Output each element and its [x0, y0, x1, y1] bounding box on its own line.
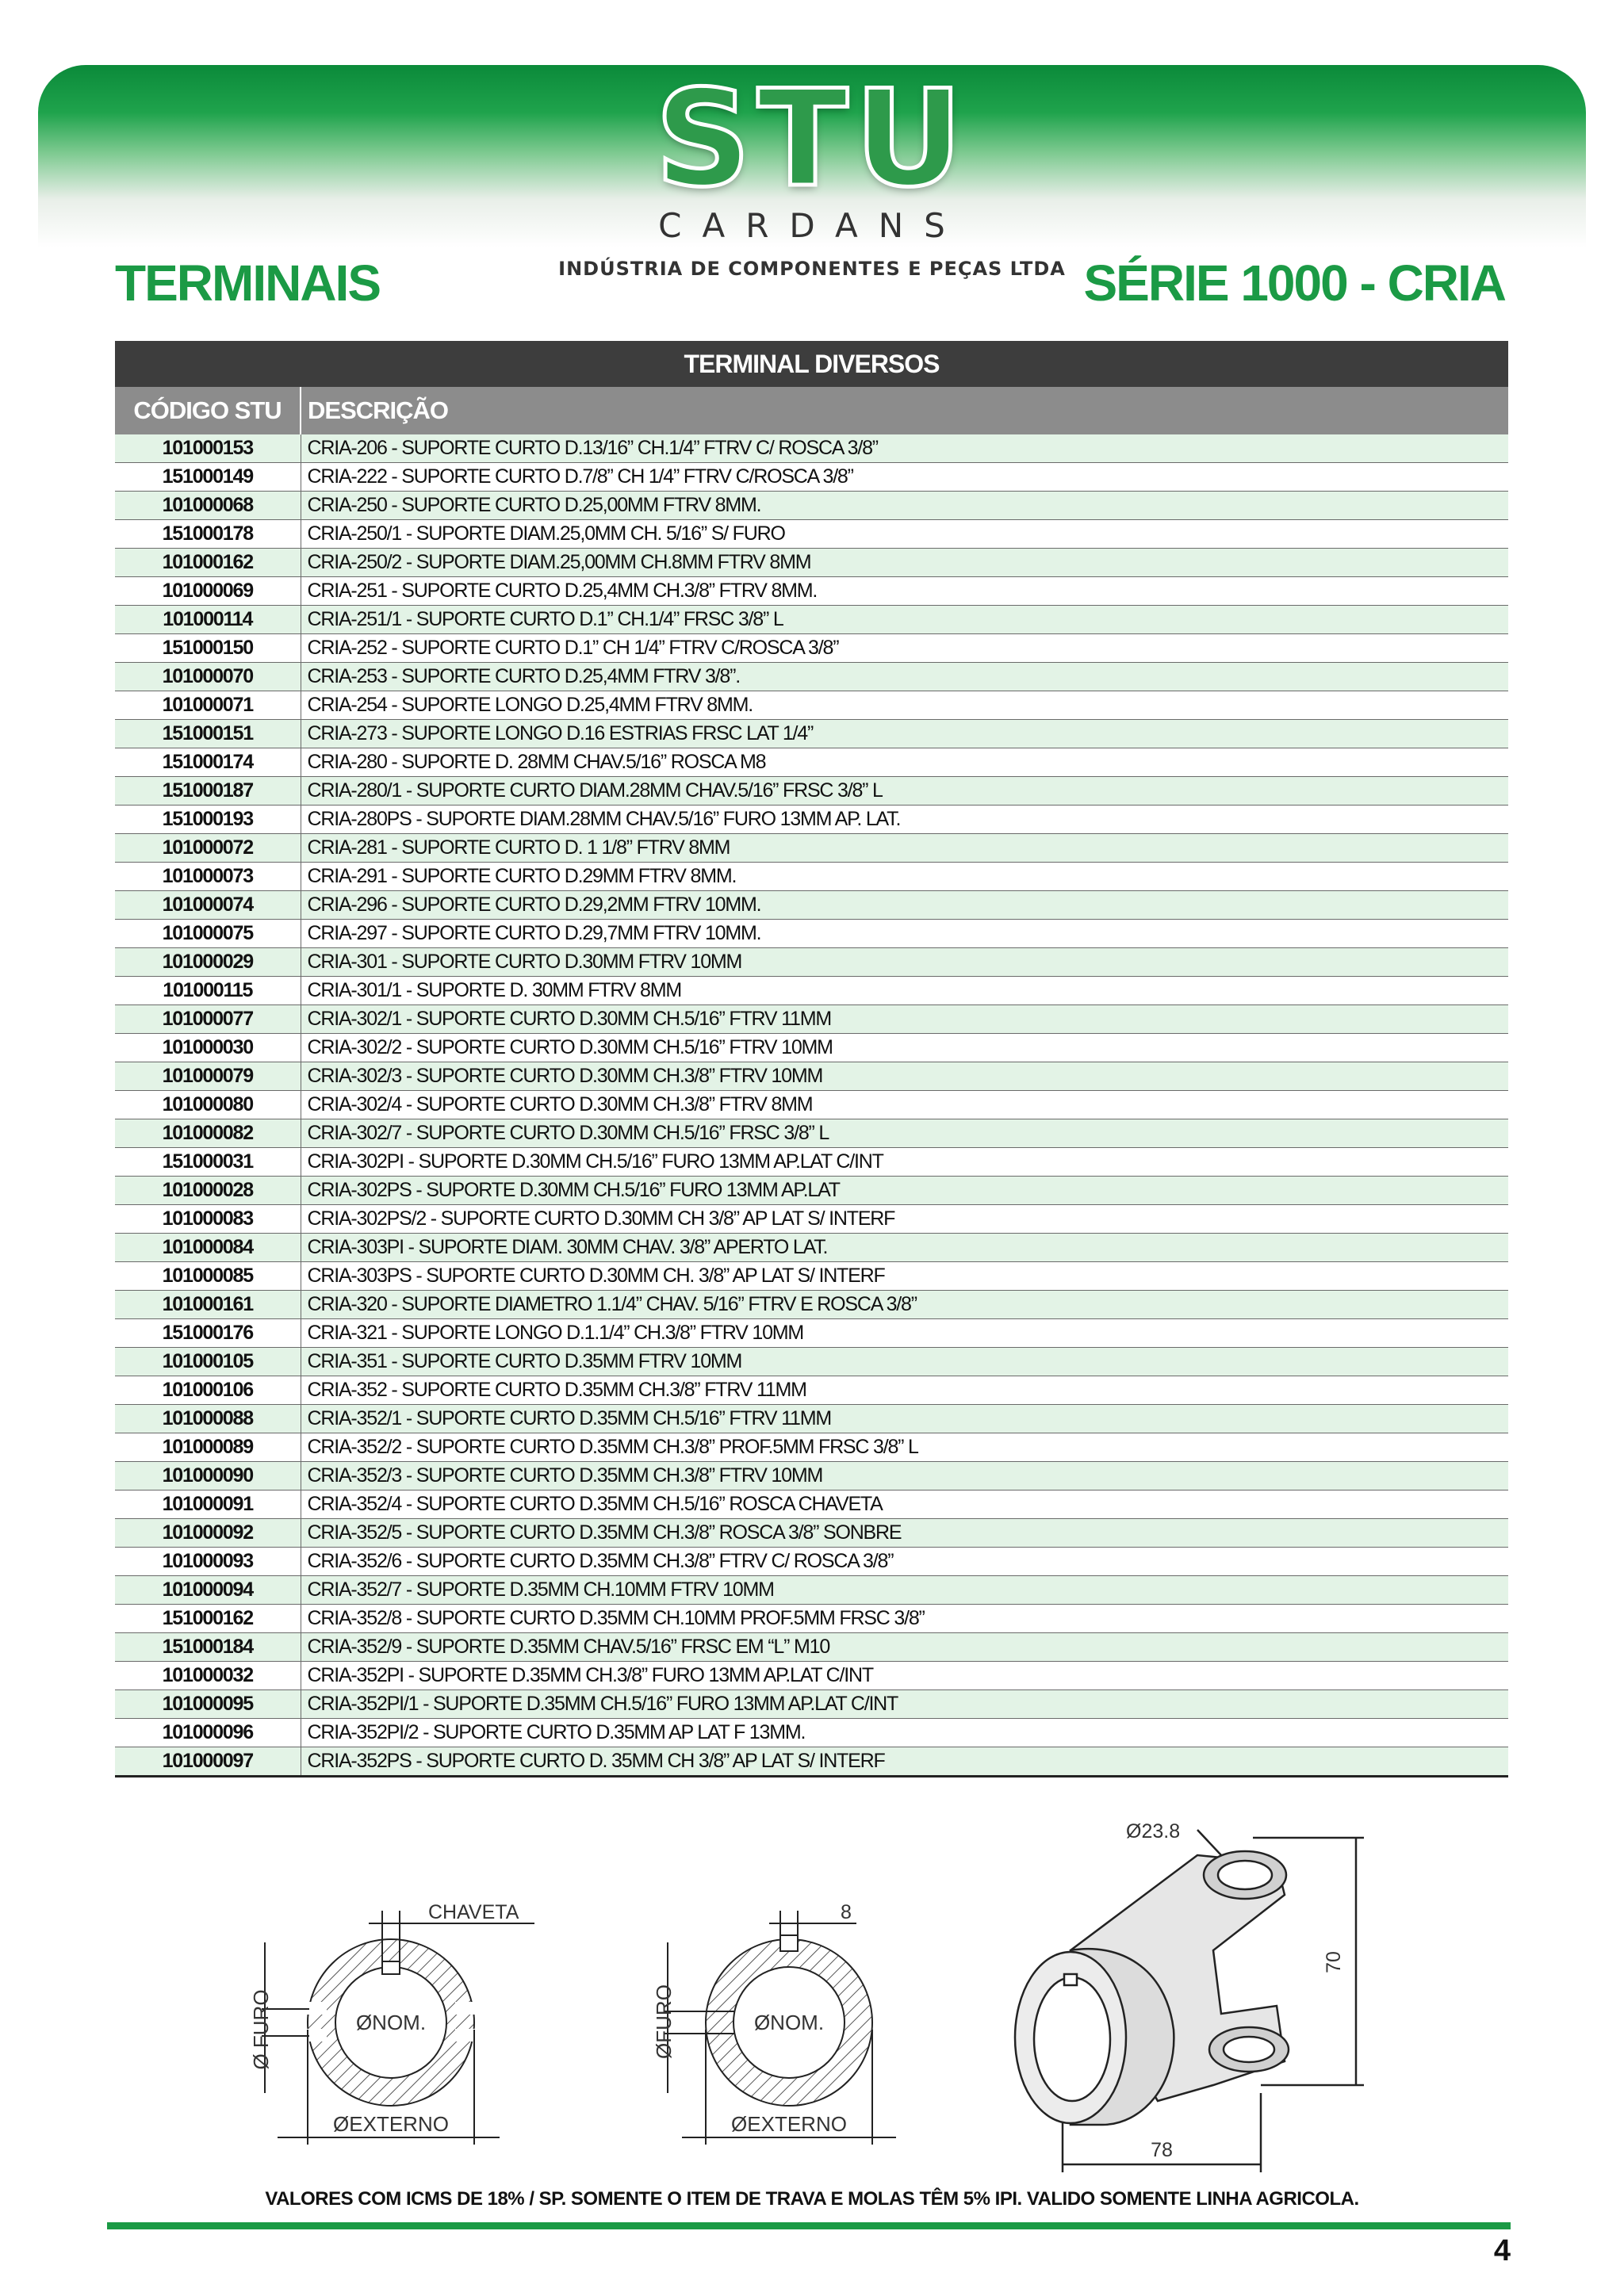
product-description: CRIA-302/4 - SUPORTE CURTO D.30MM CH.3/8” FTRV 8MM: [301, 1091, 1508, 1119]
product-description: CRIA-296 - SUPORTE CURTO D.29,2MM FTRV 10MM.: [301, 891, 1508, 920]
table-row: [115, 806, 1508, 834]
table-row: [115, 748, 1508, 777]
product-description: CRIA-320 - SUPORTE DIAMETRO 1.1/4” CHAV. 5/16” FTRV E ROSCA 3/8”: [301, 1291, 1508, 1319]
table-row: [115, 520, 1508, 549]
product-description: CRIA-352/5 - SUPORTE CURTO D.35MM CH.3/8” ROSCA 3/8” SONBRE: [301, 1519, 1508, 1548]
product-description: CRIA-302PS - SUPORTE D.30MM CH.5/16” FURO 13MM AP.LAT: [301, 1177, 1508, 1205]
product-code: 101000095: [115, 1690, 301, 1719]
table-row: [115, 720, 1508, 748]
product-code: 101000105: [115, 1348, 301, 1376]
product-description: CRIA-250/1 - SUPORTE DIAM.25,0MM CH. 5/16” S/ FURO: [301, 520, 1508, 549]
column-header-code: CÓDIGO STU: [115, 387, 301, 434]
product-code: 101000032: [115, 1662, 301, 1690]
product-code: 101000106: [115, 1376, 301, 1405]
product-code: 101000071: [115, 691, 301, 720]
product-code: 151000184: [115, 1633, 301, 1662]
table-row: [115, 1376, 1508, 1405]
product-description: CRIA-301 - SUPORTE CURTO D.30MM FTRV 10MM: [301, 948, 1508, 977]
product-code: 101000082: [115, 1119, 301, 1148]
product-description: CRIA-297 - SUPORTE CURTO D.29,7MM FTRV 10MM.: [301, 920, 1508, 948]
product-description: CRIA-291 - SUPORTE CURTO D.29MM FTRV 8MM.: [301, 863, 1508, 891]
product-code: 101000114: [115, 606, 301, 634]
product-description: CRIA-252 - SUPORTE CURTO D.1” CH 1/4” FTRV C/ROSCA 3/8”: [301, 634, 1508, 663]
product-code: 101000092: [115, 1519, 301, 1548]
table-row: [115, 1405, 1508, 1433]
label-nom-left: ØNOM.: [355, 2011, 427, 2034]
product-description: CRIA-273 - SUPORTE LONGO D.16 ESTRIAS FRSC LAT 1/4”: [301, 720, 1508, 748]
table-row: [115, 977, 1508, 1005]
table-row: [115, 1490, 1508, 1519]
product-code: 151000150: [115, 634, 301, 663]
bottom-divider: [107, 2222, 1511, 2229]
logo-wordmark: STU: [654, 61, 969, 216]
product-description: CRIA-251/1 - SUPORTE CURTO D.1” CH.1/4” FRSC 3/8” L: [301, 606, 1508, 634]
label-dim-length: 78: [1151, 2139, 1173, 2161]
table-row: [115, 434, 1508, 463]
product-code: 101000091: [115, 1490, 301, 1519]
product-code: 151000193: [115, 806, 301, 834]
product-description: CRIA-302/7 - SUPORTE CURTO D.30MM CH.5/16” FRSC 3/8” L: [301, 1119, 1508, 1148]
table-row: [115, 1005, 1508, 1034]
table-row: [115, 1062, 1508, 1091]
product-code: 101000068: [115, 492, 301, 520]
product-code: 101000088: [115, 1405, 301, 1433]
label-externo-left: ØEXTERNO: [333, 2112, 449, 2136]
table-row: [115, 1148, 1508, 1177]
technical-diagrams: [230, 1823, 1419, 2180]
product-code: 101000070: [115, 663, 301, 691]
product-description: CRIA-352/7 - SUPORTE D.35MM CH.10MM FTRV 10MM: [301, 1576, 1508, 1605]
table-row: [115, 1262, 1508, 1291]
product-code: 101000029: [115, 948, 301, 977]
product-description: CRIA-206 - SUPORTE CURTO D.13/16” CH.1/4” FTRV C/ ROSCA 3/8”: [301, 434, 1508, 463]
product-description: CRIA-250/2 - SUPORTE DIAM.25,00MM CH.8MM FTRV 8MM: [301, 549, 1508, 577]
product-code: 101000090: [115, 1462, 301, 1490]
product-code: 101000094: [115, 1576, 301, 1605]
table-row: [115, 634, 1508, 663]
label-furo-middle: ØFURO: [652, 1984, 676, 2059]
product-description: CRIA-301/1 - SUPORTE D. 30MM FTRV 8MM: [301, 977, 1508, 1005]
page-title-left: TERMINAIS: [115, 254, 380, 312]
product-description: CRIA-254 - SUPORTE LONGO D.25,4MM FTRV 8MM.: [301, 691, 1508, 720]
table-row: [115, 1519, 1508, 1548]
logo-subtext: CARDANS: [658, 206, 966, 245]
product-description: CRIA-352/2 - SUPORTE CURTO D.35MM CH.3/8” PROF.5MM FRSC 3/8” L: [301, 1433, 1508, 1462]
yoke-drawing: [1015, 1830, 1364, 2172]
product-code: 101000093: [115, 1548, 301, 1576]
table-row: [115, 1091, 1508, 1119]
label-furo-left: Ø FURO: [249, 1989, 273, 2070]
footnote: VALORES COM ICMS DE 18% / SP. SOMENTE O ITEM DE TRAVA E MOLAS TÊM 5% IPI. VALIDO SOMENTE LINHA AGRICOLA.: [265, 2188, 1359, 2210]
table-body: [115, 434, 1508, 1777]
product-code: 101000030: [115, 1034, 301, 1062]
table-row: [115, 1433, 1508, 1462]
product-code: 101000089: [115, 1433, 301, 1462]
product-description: CRIA-352PI - SUPORTE D.35MM CH.3/8” FURO 13MM AP.LAT C/INT: [301, 1662, 1508, 1690]
table-row: [115, 1234, 1508, 1262]
product-code: 101000069: [115, 577, 301, 606]
product-description: CRIA-352PI/1 - SUPORTE D.35MM CH.5/16” FURO 13MM AP.LAT C/INT: [301, 1690, 1508, 1719]
table-row: [115, 891, 1508, 920]
table-row: [115, 1205, 1508, 1234]
label-externo-middle: ØEXTERNO: [731, 2112, 847, 2136]
product-code: 151000151: [115, 720, 301, 748]
product-description: CRIA-302PI - SUPORTE D.30MM CH.5/16” FURO 13MM AP.LAT C/INT: [301, 1148, 1508, 1177]
product-description: CRIA-352PI/2 - SUPORTE CURTO D.35MM AP LAT F 13MM.: [301, 1719, 1508, 1747]
table-row: [115, 492, 1508, 520]
table-row: [115, 549, 1508, 577]
product-code: 101000115: [115, 977, 301, 1005]
product-description: CRIA-352/4 - SUPORTE CURTO D.35MM CH.5/16” ROSCA CHAVETA: [301, 1490, 1508, 1519]
product-code: 151000031: [115, 1148, 301, 1177]
product-description: CRIA-280/1 - SUPORTE CURTO DIAM.28MM CHAV.5/16” FRSC 3/8” L: [301, 777, 1508, 806]
table-row: [115, 1719, 1508, 1747]
product-code: 101000084: [115, 1234, 301, 1262]
product-code: 151000149: [115, 463, 301, 492]
product-code: 101000028: [115, 1177, 301, 1205]
product-code: 101000161: [115, 1291, 301, 1319]
table-row: [115, 463, 1508, 492]
product-code: 101000079: [115, 1062, 301, 1091]
product-description: CRIA-352/1 - SUPORTE CURTO D.35MM CH.5/16” FTRV 11MM: [301, 1405, 1508, 1433]
product-code: 101000162: [115, 549, 301, 577]
product-table: [115, 341, 1508, 1777]
table-row: [115, 1605, 1508, 1633]
product-description: CRIA-251 - SUPORTE CURTO D.25,4MM CH.3/8” FTRV 8MM.: [301, 577, 1508, 606]
product-description: CRIA-253 - SUPORTE CURTO D.25,4MM FTRV 3/8”.: [301, 663, 1508, 691]
product-description: CRIA-352/6 - SUPORTE CURTO D.35MM CH.3/8” FTRV C/ ROSCA 3/8”: [301, 1548, 1508, 1576]
page-title-right: SÉRIE 1000 - CRIA: [1083, 254, 1505, 312]
product-code: 151000176: [115, 1319, 301, 1348]
product-code: 101000083: [115, 1205, 301, 1234]
product-description: CRIA-352/3 - SUPORTE CURTO D.35MM CH.3/8” FTRV 10MM: [301, 1462, 1508, 1490]
table-row: [115, 1119, 1508, 1148]
product-code: 101000097: [115, 1747, 301, 1777]
product-description: CRIA-280 - SUPORTE D. 28MM CHAV.5/16” ROSCA M8: [301, 748, 1508, 777]
product-code: 101000077: [115, 1005, 301, 1034]
table-row: [115, 1291, 1508, 1319]
table-row: [115, 1462, 1508, 1490]
table-row: [115, 1319, 1508, 1348]
table-row: [115, 834, 1508, 863]
product-description: CRIA-222 - SUPORTE CURTO D.7/8” CH 1/4” FTRV C/ROSCA 3/8”: [301, 463, 1508, 492]
label-dim-diameter: Ø23.8: [1126, 1823, 1181, 1843]
table-row: [115, 777, 1508, 806]
product-description: CRIA-302/2 - SUPORTE CURTO D.30MM CH.5/16” FTRV 10MM: [301, 1034, 1508, 1062]
product-description: CRIA-352PS - SUPORTE CURTO D. 35MM CH 3/8” AP LAT S/ INTERF: [301, 1747, 1508, 1777]
page-number: 4: [1493, 2234, 1511, 2267]
table-row: [115, 606, 1508, 634]
company-logo: [0, 61, 1624, 280]
product-description: CRIA-303PS - SUPORTE CURTO D.30MM CH. 3/8” AP LAT S/ INTERF: [301, 1262, 1508, 1291]
product-code: 101000080: [115, 1091, 301, 1119]
product-code: 101000074: [115, 891, 301, 920]
product-description: CRIA-250 - SUPORTE CURTO D.25,00MM FTRV 8MM.: [301, 492, 1508, 520]
product-description: CRIA-302PS/2 - SUPORTE CURTO D.30MM CH 3/8” AP LAT S/ INTERF: [301, 1205, 1508, 1234]
product-code: 101000153: [115, 434, 301, 463]
table-row: [115, 948, 1508, 977]
product-description: CRIA-280PS - SUPORTE DIAM.28MM CHAV.5/16” FURO 13MM AP. LAT.: [301, 806, 1508, 834]
product-description: CRIA-352/9 - SUPORTE D.35MM CHAV.5/16” FRSC EM “L” M10: [301, 1633, 1508, 1662]
product-description: CRIA-302/3 - SUPORTE CURTO D.30MM CH.3/8” FTRV 10MM: [301, 1062, 1508, 1091]
table-row: [115, 1662, 1508, 1690]
column-header-description: DESCRIÇÃO: [301, 387, 1508, 434]
product-description: CRIA-321 - SUPORTE LONGO D.1.1/4” CH.3/8” FTRV 10MM: [301, 1319, 1508, 1348]
table-title: TERMINAL DIVERSOS: [115, 341, 1508, 387]
product-code: 151000178: [115, 520, 301, 549]
product-description: CRIA-302/1 - SUPORTE CURTO D.30MM CH.5/16” FTRV 11MM: [301, 1005, 1508, 1034]
table-row: [115, 1034, 1508, 1062]
product-code: 101000072: [115, 834, 301, 863]
label-chaveta: CHAVETA: [428, 1901, 519, 1923]
product-code: 151000187: [115, 777, 301, 806]
table-row: [115, 663, 1508, 691]
table-row: [115, 691, 1508, 720]
table-row: [115, 920, 1508, 948]
product-description: CRIA-352 - SUPORTE CURTO D.35MM CH.3/8” FTRV 11MM: [301, 1376, 1508, 1405]
product-code: 101000096: [115, 1719, 301, 1747]
product-description: CRIA-352/8 - SUPORTE CURTO D.35MM CH.10MM PROF.5MM FRSC 3/8”: [301, 1605, 1508, 1633]
table-row: [115, 1348, 1508, 1376]
product-code: 101000073: [115, 863, 301, 891]
label-dim-height: 70: [1323, 1951, 1345, 1973]
table-row: [115, 1633, 1508, 1662]
table-row: [115, 1747, 1508, 1777]
table-row: [115, 577, 1508, 606]
table-row: [115, 1177, 1508, 1205]
table-row: [115, 1690, 1508, 1719]
product-code: 151000174: [115, 748, 301, 777]
label-dim-8: 8: [841, 1901, 852, 1923]
table-row: [115, 1576, 1508, 1605]
product-description: CRIA-303PI - SUPORTE DIAM. 30MM CHAV. 3/8” APERTO LAT.: [301, 1234, 1508, 1262]
product-code: 151000162: [115, 1605, 301, 1633]
company-line: INDÚSTRIA DE COMPONENTES E PEÇAS LTDA: [558, 258, 1066, 280]
product-code: 101000075: [115, 920, 301, 948]
label-nom-middle: ØNOM.: [753, 2011, 825, 2034]
product-code: 101000085: [115, 1262, 301, 1291]
product-description: CRIA-281 - SUPORTE CURTO D. 1 1/8” FTRV 8MM: [301, 834, 1508, 863]
table-row: [115, 1548, 1508, 1576]
product-description: CRIA-351 - SUPORTE CURTO D.35MM FTRV 10MM: [301, 1348, 1508, 1376]
table-row: [115, 863, 1508, 891]
